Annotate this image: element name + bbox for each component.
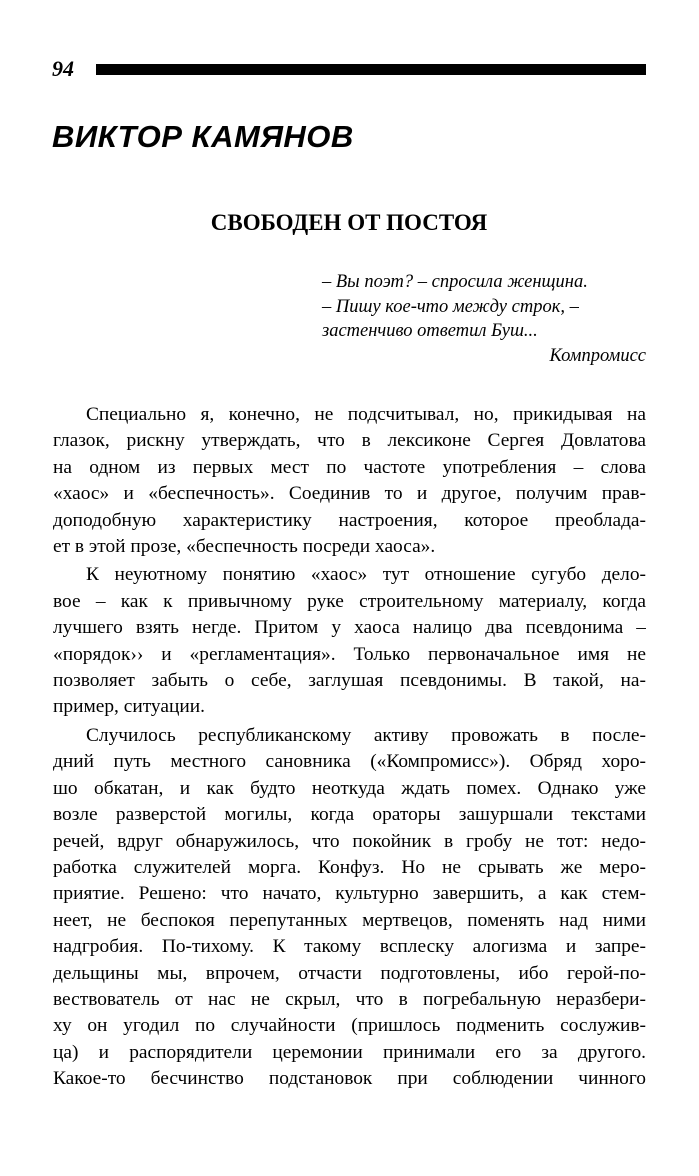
text-line: дельщины мы, впрочем, отчасти подготовлены, ибо герой-по-	[53, 962, 646, 984]
chapter-title: СВОБОДЕН ОТ ПОСТОЯ	[210, 210, 488, 235]
running-header	[52, 54, 646, 84]
text-line: вое – как к привычному руке строительному материалу, когда	[53, 590, 646, 612]
paragraph	[53, 562, 646, 720]
text-line: доподобную характеристику настроения, которое преоблада-	[53, 509, 646, 531]
header-rule	[96, 64, 646, 75]
text-line: позволяет забыть о себе, заглушая псевдонимы. В такой, на-	[53, 670, 646, 692]
epigraph-line: застенчиво ответил Буш...	[322, 321, 538, 341]
text-line: глазок, рискну утверждать, что в лексиконе Сергея Довлатова	[53, 430, 646, 452]
text-line: вествователь от нас не скрыл, что в погребальную неразбери-	[53, 988, 646, 1010]
text-line: возле разверстой могилы, когда ораторы зашуршали текстами	[53, 804, 646, 826]
text-line: ца) и распорядители церемонии принимали его за другого.	[53, 1041, 646, 1063]
paragraph	[53, 723, 646, 1093]
text-line: шо обкатан, и как будто неоткуда ждать помех. Однако уже	[53, 777, 646, 799]
epigraph	[322, 270, 646, 368]
text-line: дний путь местного сановника («Компромисс»). Обряд хоро-	[53, 751, 646, 773]
text-line: Специально я, конечно, не подсчитывал, но, прикидывая на	[86, 404, 646, 425]
text-line: Случилось республиканскому активу провожать в после-	[86, 724, 646, 746]
text-line: пример, ситуации.	[53, 696, 205, 718]
text-line: К неуютному понятию «хаос» тут отношение сугубо дело-	[86, 564, 646, 586]
text-line: лучшего взять негде. Притом у хаоса налицо два псевдонима –	[53, 617, 646, 639]
text-line: «порядок›› и «регламентация». Только первоначальное имя не	[53, 643, 646, 665]
text-line: Какое-то бесчинство подстановок при соблюдении чинного	[53, 1068, 646, 1090]
paragraph	[53, 402, 646, 560]
body-text	[53, 402, 646, 1095]
text-line: ху он угодил по случайности (пришлось подменить сослужив-	[53, 1015, 646, 1037]
text-line: приятие. Решено: что начато, культурно завершить, а как стем-	[53, 883, 646, 905]
epigraph-line: – Пишу кое-что между строк, –	[322, 296, 579, 317]
text-line: на одном из первых мест по частоте употребления – слова	[53, 456, 646, 478]
epigraph-source: Компромисс	[549, 345, 646, 366]
text-line: работка служителей морга. Конфуз. Но не срывать же меро-	[53, 856, 646, 878]
text-line: ет в этой прозе, «беспечность посреди хаоса».	[53, 536, 436, 558]
epigraph-line: – Вы поэт? – спросила женщина.	[322, 272, 588, 292]
text-line: неет, не беспокоя перепутанных мертвецов, поменять над ними	[53, 909, 646, 931]
text-line: надгробия. По-тихому. К такому всплеску алогизма и запре-	[53, 936, 646, 958]
text-line: «хаос» и «беспечность». Соединив то и другое, получим прав-	[53, 483, 646, 505]
page-number: 94	[52, 56, 74, 81]
author-name: ВИКТОР КАМЯНОВ	[52, 119, 354, 154]
text-line: речей, вдруг обнаружилось, что покойник в гробу не тот: недо-	[53, 830, 646, 852]
